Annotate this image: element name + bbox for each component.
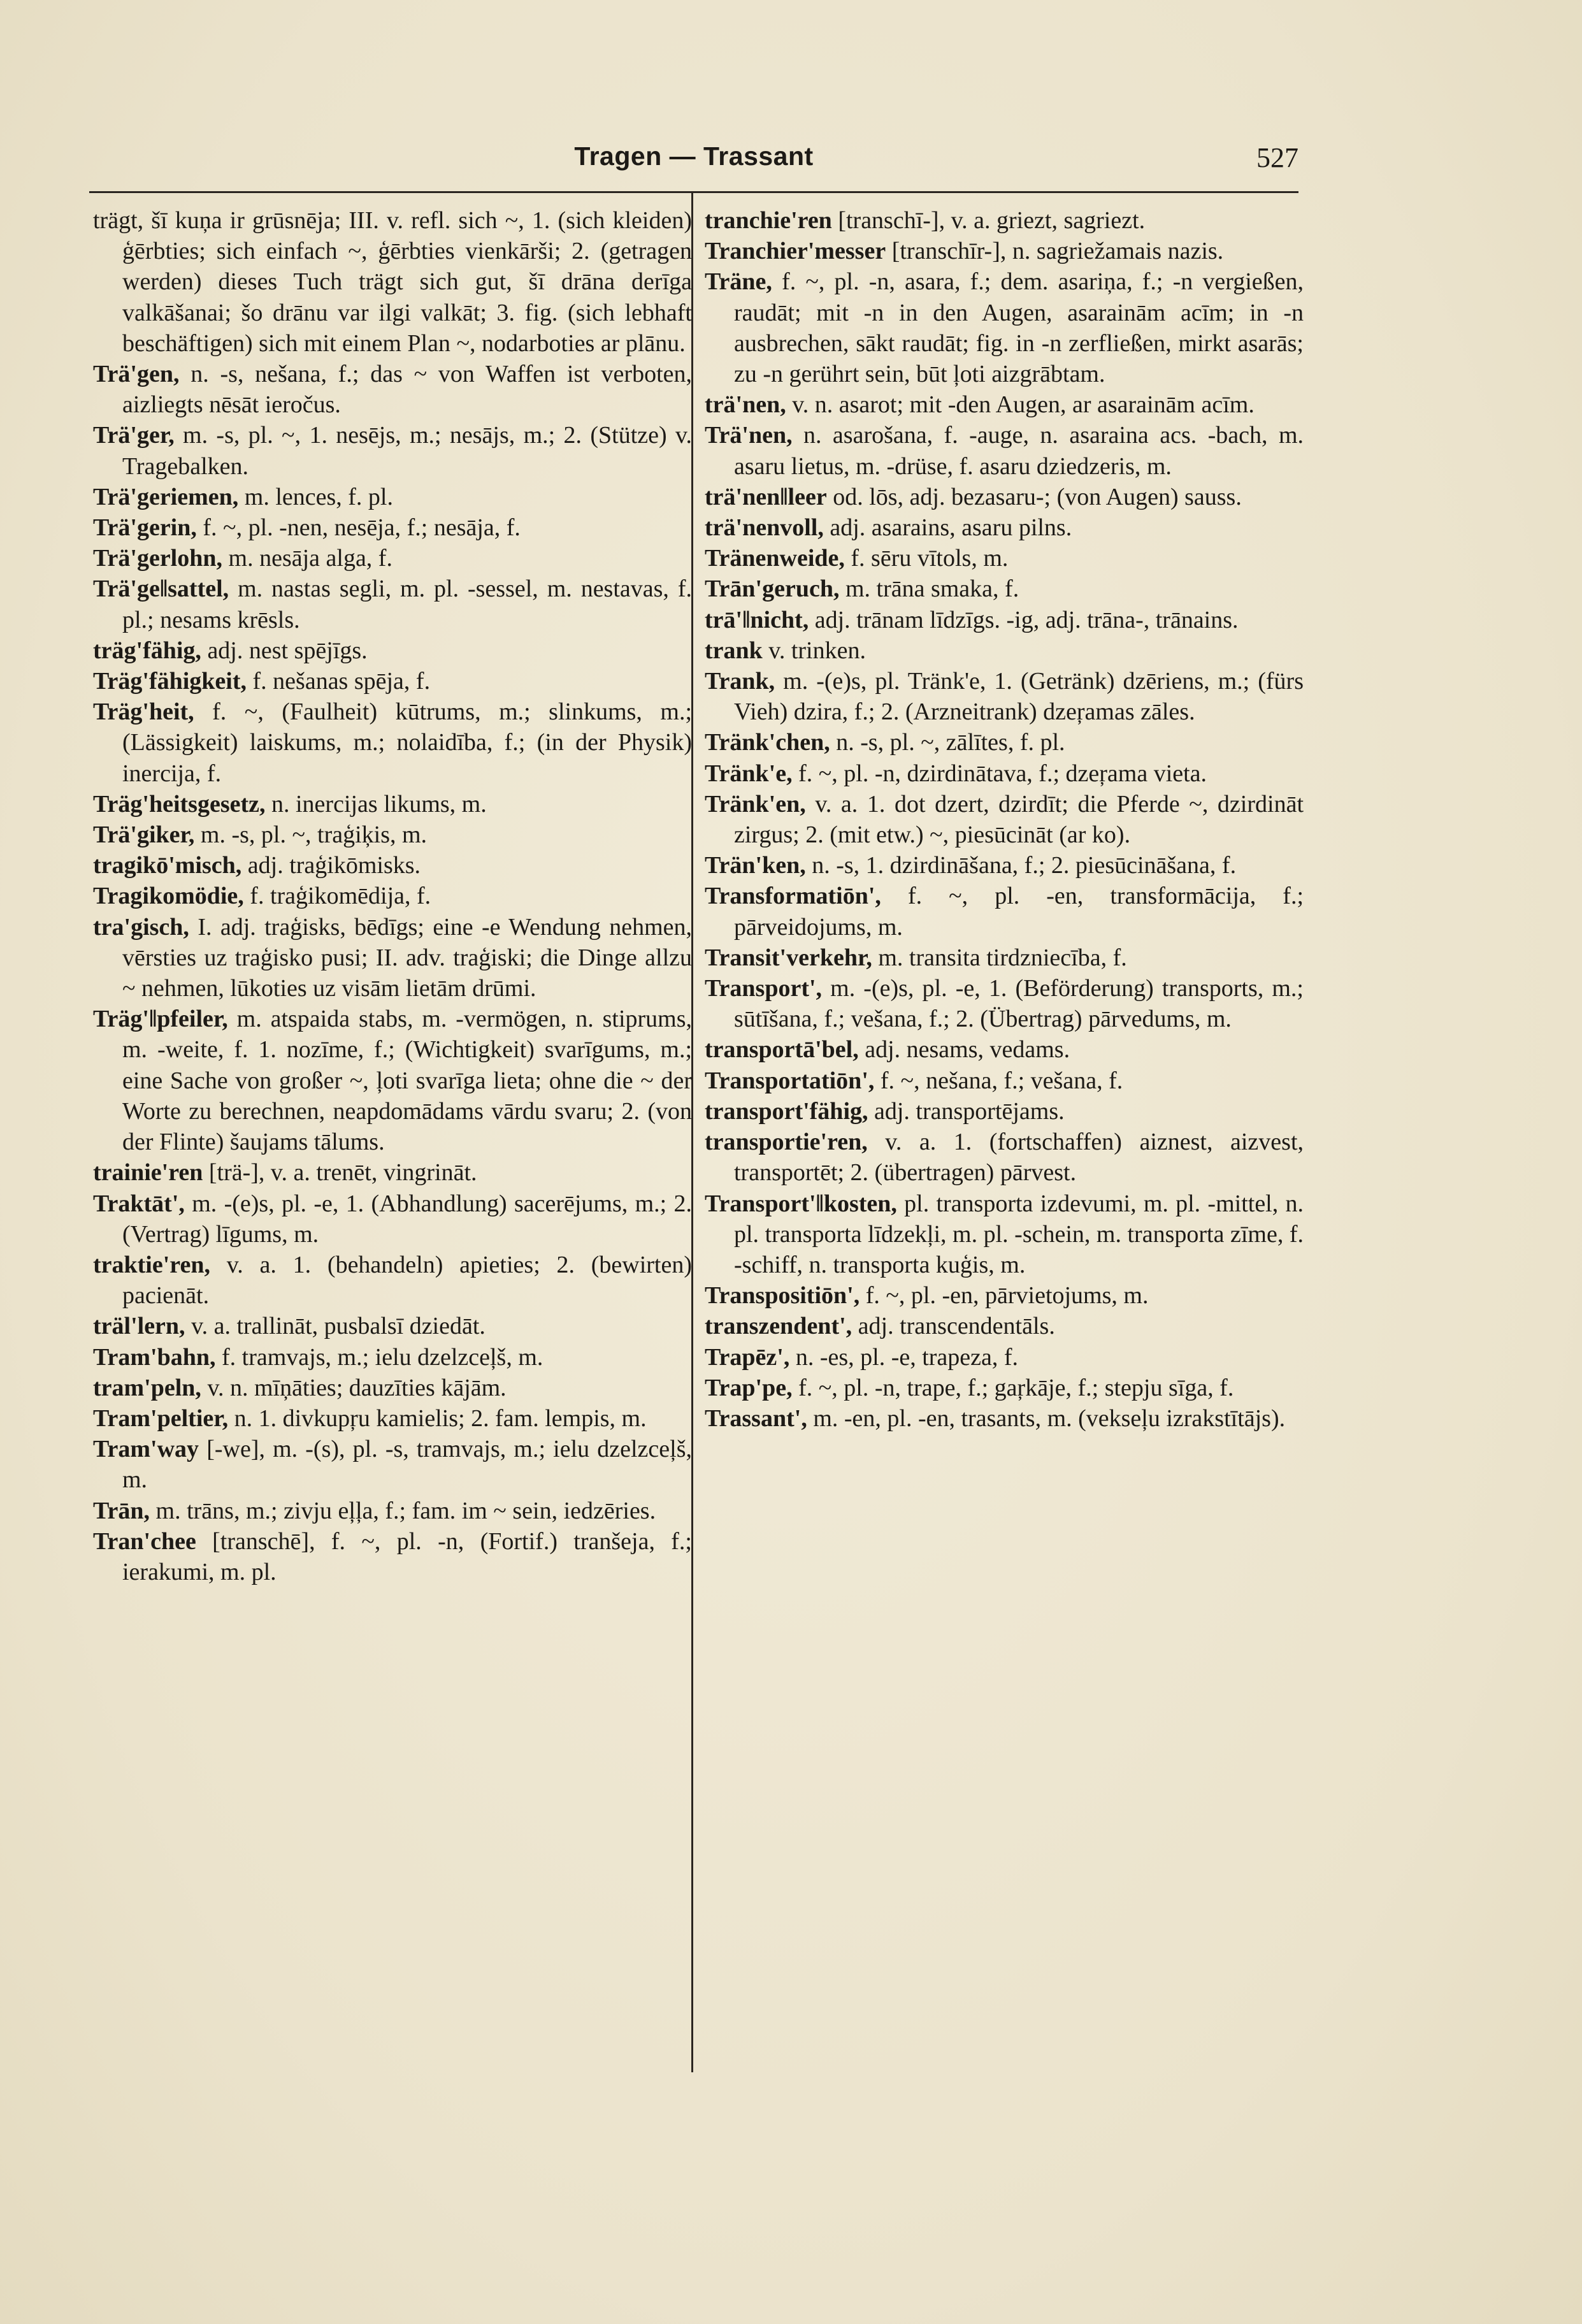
entry-definition: m. trāna smaka, f. (845, 575, 1019, 603)
entry-definition: trägt, šī kuņa ir grūsnēja; III. v. refl. sich ~, 1. (sich kleiden) ģērbties; sich einfach ~, ģērbties vienkārši; 2. (getragen werden) dieses Tuch trägt sich gut, šī drāna derīga valkāšanai; šo drānu var ilgi valkāt; 3. fig. (sich lebhaft beschäftigen) sich mit einem Plan ~, nodarboties ar plānu. (93, 207, 692, 357)
dictionary-entry (705, 881, 1304, 942)
entry-headword: transportā'bel, (705, 1036, 859, 1064)
entry-definition: m. nesāja alga, f. (228, 545, 392, 572)
dictionary-entry (705, 1342, 1304, 1373)
dictionary-entry (93, 1496, 692, 1526)
dictionary-entry (93, 512, 692, 543)
entry-definition: m. -(e)s, pl. -e, 1. (Beförderung) transports, m.; sūtīšana, f.; vešana, f.; 2. (Übertrag) pārvedums, m. (734, 975, 1304, 1033)
dictionary-entry (705, 789, 1304, 850)
page-header (89, 141, 1298, 180)
dictionary-entry (93, 1188, 692, 1250)
dictionary-entry (93, 359, 692, 420)
entry-definition: adj. nest spējīgs. (207, 637, 368, 664)
dictionary-entry (93, 819, 692, 850)
dictionary-entry (705, 236, 1304, 266)
entry-headword: Trä'gen, (93, 361, 180, 388)
entry-definition: f. traģikomēdija, f. (250, 883, 431, 910)
page-number: 527 (1256, 142, 1298, 173)
entry-definition: [transchē], f. ~, pl. -n, (Fortif.) tranšeja, f.; ierakumi, m. pl. (122, 1527, 692, 1585)
dictionary-entry (93, 1250, 692, 1311)
dictionary-entry (705, 1280, 1304, 1311)
entry-headword: trainie'ren (93, 1159, 203, 1187)
entry-headword: trā'‖nicht, (705, 606, 809, 633)
dictionary-entry (705, 850, 1304, 881)
entry-definition: adj. asarains, asaru pilns. (830, 514, 1072, 542)
dictionary-entry (93, 1157, 692, 1188)
entry-headword: Träg'heit, (93, 698, 194, 726)
entry-definition: [-we], m. -(s), pl. -s, tramvajs, m.; ielu dzelzceļš, m. (122, 1436, 692, 1494)
dictionary-entry (705, 482, 1304, 512)
entry-definition: v. n. asarot; mit -den Augen, ar asarainām acīm. (792, 391, 1255, 419)
entry-definition: v. a. 1. (fortschaffen) aiznest, aizvest, transportēt; 2. (übertragen) pārvest. (734, 1129, 1304, 1187)
entry-headword: Tram'way (93, 1436, 199, 1463)
entry-headword: Trank, (705, 668, 775, 695)
entry-definition: n. -s, 1. dzirdināšana, f.; 2. piesūcināšana, f. (812, 852, 1237, 879)
entry-headword: Transport', (705, 975, 823, 1002)
entry-headword: Trān'geruch, (705, 575, 840, 603)
entry-headword: Träg'heitsgesetz, (93, 790, 266, 818)
entry-headword: transportie'ren, (705, 1129, 868, 1156)
dictionary-entry (705, 420, 1304, 481)
dictionary-entry (93, 1311, 692, 1341)
dictionary-entry (705, 635, 1304, 666)
entry-headword: Tranchier'messer (705, 238, 886, 265)
entry-definition: f. sēru vītols, m. (851, 545, 1009, 572)
dictionary-entry (93, 1434, 692, 1495)
entry-headword: Traktāt', (93, 1190, 185, 1217)
dictionary-entry (705, 1373, 1304, 1403)
entry-headword: transzendent', (705, 1313, 852, 1340)
entry-definition: [transchīr-], n. sagriežamais nazis. (891, 238, 1224, 265)
entry-headword: Trap'pe, (705, 1374, 793, 1401)
entry-headword: Transit'verkehr, (705, 944, 872, 971)
entry-headword: tragikō'misch, (93, 852, 242, 879)
entry-headword: Träg'‖pfeiler, (93, 1006, 228, 1033)
dictionary-entry (705, 543, 1304, 574)
entry-headword: Transpositiōn', (705, 1282, 860, 1310)
entry-definition: v. a. trallināt, pusbalsī dziedāt. (191, 1313, 485, 1340)
entry-headword: trank (705, 637, 763, 664)
entry-definition: m. -s, pl. ~, 1. nesējs, m.; nesājs, m.; 2. (Stütze) v. Tragebalken. (122, 422, 692, 480)
dictionary-entry (705, 605, 1304, 635)
dictionary-entry (93, 666, 692, 696)
entry-definition: f. tramvajs, m.; ielu dzelzceļš, m. (222, 1343, 543, 1371)
entry-definition: n. 1. divkupŗu kamielis; 2. fam. lempis, m. (234, 1404, 647, 1432)
entry-definition: v. n. mīņāties; dauzīties kājām. (207, 1374, 507, 1401)
entry-definition: f. ~, (Faulheit) kūtrums, m.; slinkums, m.; (Lässigkeit) laiskums, m.; nolaidība, f.; (in der Physik) inercija, f. (122, 698, 692, 787)
entry-definition: m. trāns, m.; zivju eļļa, f.; fam. im ~ sein, iedzēries. (155, 1497, 656, 1524)
dictionary-entry (705, 973, 1304, 1034)
entry-definition: n. -s, nešana, f.; das ~ von Waffen ist verboten, aizliegts nēsāt ieročus. (122, 361, 692, 419)
entry-headword: tram'peln, (93, 1374, 201, 1401)
entry-definition: adj. transportējams. (874, 1097, 1065, 1125)
entry-definition: v. a. 1. dot dzert, dzirdīt; die Pferde ~, dzirdināt zirgus; 2. (mit etw.) ~, piesūcināt (ar ko). (734, 790, 1304, 849)
dictionary-entry (93, 850, 692, 881)
entry-headword: Tränk'en, (705, 790, 806, 818)
dictionary-entry (93, 1373, 692, 1403)
entry-headword: Trä'gerin, (93, 514, 197, 542)
entry-definition: adj. traģikōmisks. (247, 852, 421, 879)
dictionary-entry (705, 205, 1304, 236)
entry-definition: m. nastas segli, m. pl. -sessel, m. nestavas, f. pl.; nesams krēsls. (122, 575, 692, 633)
dictionary-entry (93, 205, 692, 359)
entry-definition: n. asarošana, f. -auge, n. asaraina acs. -bach, m. asaru lietus, m. -drüse, f. asaru dziedzeris, m. (734, 422, 1304, 480)
entry-definition: m. -en, pl. -en, trasants, m. (vekseļu izrakstītājs). (813, 1404, 1286, 1432)
entry-headword: trä'nen‖leer (705, 483, 827, 510)
entry-headword: Transport'‖kosten, (705, 1190, 897, 1217)
dictionary-entry (93, 1342, 692, 1373)
dictionary-entry (93, 420, 692, 481)
entry-definition: n. -es, pl. -e, trapeza, f. (795, 1343, 1019, 1371)
dictionary-entry (705, 389, 1304, 420)
entry-headword: Trä'ger, (93, 422, 175, 449)
entry-headword: Trä'ge‖sattel, (93, 575, 229, 603)
dictionary-entry (705, 1188, 1304, 1281)
entry-headword: Träne, (705, 268, 772, 296)
dictionary-entry (93, 789, 692, 819)
entry-headword: Trassant', (705, 1404, 807, 1432)
dictionary-entry (705, 1065, 1304, 1096)
running-title: Tragen — Trassant (574, 141, 814, 171)
entry-definition: f. ~, pl. -en, transformācija, f.; pārveidojums, m. (734, 883, 1304, 941)
entry-definition: [trä-], v. a. trenēt, vingrināt. (208, 1159, 477, 1187)
entry-headword: trä'nen, (705, 391, 786, 419)
entry-headword: Träg'fähigkeit, (93, 668, 247, 695)
entry-definition: [transchī-], v. a. griezt, sagriezt. (838, 207, 1146, 234)
entry-definition: adj. nesams, vedams. (865, 1036, 1070, 1064)
entry-headword: träl'lern, (93, 1313, 185, 1340)
entry-headword: Tram'bahn, (93, 1343, 216, 1371)
dictionary-entry (705, 574, 1304, 604)
dictionary-entry (93, 1004, 692, 1157)
entry-headword: Trä'geriemen, (93, 483, 239, 510)
entry-definition: m. -(e)s, pl. Tränk'e, 1. (Getränk) dzēriens, m.; (fürs Vieh) dzira, f.; 2. (Arzneitrank) dzeŗamas zāles. (734, 668, 1304, 726)
entry-headword: Trān, (93, 1497, 150, 1524)
dictionary-entry (705, 666, 1304, 727)
dictionary-entry (93, 482, 692, 512)
entry-headword: Transportatiōn', (705, 1067, 875, 1094)
entry-headword: Tragikomödie, (93, 883, 244, 910)
entry-definition: adj. transcendentāls. (858, 1313, 1055, 1340)
dictionary-entry (705, 758, 1304, 789)
entry-headword: Transformatiōn', (705, 883, 881, 910)
dictionary-entry (93, 635, 692, 666)
entry-headword: trä'nenvoll, (705, 514, 824, 542)
dictionary-entry (93, 696, 692, 789)
entry-definition: m. -s, pl. ~, traģiķis, m. (200, 821, 428, 849)
dictionary-entry (705, 1096, 1304, 1127)
entry-definition: f. ~, pl. -n, dzirdinātava, f.; dzeŗama vieta. (798, 760, 1207, 787)
dictionary-entry (705, 266, 1304, 389)
entry-headword: transport'fähig, (705, 1097, 868, 1125)
right-column (705, 205, 1304, 2276)
entry-definition: I. adj. traģisks, bēdīgs; eine -e Wendung nehmen, vērsties uz traģisko pusi; II. adv. traģiski; die Dinge allzu ~ nehmen, lūkoties uz visām lietām drūmi. (122, 913, 692, 1002)
entry-definition: v. trinken. (768, 637, 866, 664)
entry-headword: Tränenweide, (705, 545, 845, 572)
dictionary-entry (705, 727, 1304, 758)
entry-definition: m. transita tirdzniecība, f. (878, 944, 1127, 971)
entry-headword: traktie'ren, (93, 1251, 210, 1278)
dictionary-entry (705, 1403, 1304, 1434)
entry-definition: adj. trānam līdzīgs. -ig, adj. trāna-, trānains. (814, 606, 1239, 633)
entry-headword: Tram'peltier, (93, 1404, 229, 1432)
entry-headword: träg'fähig, (93, 637, 201, 664)
dictionary-entry (705, 1127, 1304, 1188)
dictionary-entry (93, 1526, 692, 1587)
entry-headword: Tränk'e, (705, 760, 793, 787)
entry-definition: f. ~, pl. -n, asara, f.; dem. asariņa, f.; -n vergießen, raudāt; mit -n in den Augen, asarainām acīm; in -n ausbrechen, sākt raudāt; fig. in -n zerfließen, mirkt asarās; zu -n gerührt sein, būt ļoti aizgrābtam. (734, 268, 1304, 388)
entry-headword: Trä'nen, (705, 422, 793, 449)
entry-headword: tra'gisch, (93, 913, 189, 941)
entry-headword: Tran'chee (93, 1527, 196, 1555)
dictionary-entry (93, 1403, 692, 1434)
left-column (93, 205, 692, 2276)
dictionary-entry (93, 881, 692, 911)
entry-definition: n. inercijas likums, m. (271, 790, 487, 818)
entry-headword: tranchie'ren (705, 207, 832, 234)
dictionary-entry (705, 1034, 1304, 1065)
entry-definition: m. -(e)s, pl. -e, 1. (Abhandlung) sacerējums, m.; 2. (Vertrag) līgums, m. (122, 1190, 692, 1248)
entry-definition: od. lōs, adj. bezasaru-; (von Augen) sauss. (833, 483, 1242, 510)
entry-definition: f. ~, nešana, f.; vešana, f. (880, 1067, 1123, 1094)
entry-definition: n. -s, pl. ~, zālītes, f. pl. (836, 729, 1065, 756)
entry-definition: f. ~, pl. -nen, nesēja, f.; nesāja, f. (203, 514, 521, 542)
entry-definition: m. lences, f. pl. (244, 483, 393, 510)
entry-definition: v. a. 1. (behandeln) apieties; 2. (bewirten) pacienāt. (122, 1251, 692, 1310)
entry-definition: m. atspaida stabs, m. -vermögen, n. stiprums, m. -weite, f. 1. nozīme, f.; (Wichtigkeit) svarīgums, m.; eine Sache von großer ~, ļoti svarīga lieta; ohne die ~ der Worte zu berechnen, neapdomādams vārdu svaru; 2. (von der Flinte) šaujams tālums. (122, 1006, 692, 1156)
dictionary-entry (705, 942, 1304, 973)
entry-headword: Trapēz', (705, 1343, 790, 1371)
entry-headword: Tränk'chen, (705, 729, 830, 756)
entry-definition: f. ~, pl. -en, pārvietojums, m. (865, 1282, 1149, 1310)
dictionary-entry (93, 543, 692, 574)
entry-headword: Trä'gerlohn, (93, 545, 223, 572)
dictionary-entry (705, 1311, 1304, 1341)
entry-headword: Trä'giker, (93, 821, 195, 849)
dictionary-entry (93, 574, 692, 635)
entry-headword: Trän'ken, (705, 852, 806, 879)
dictionary-entry (93, 912, 692, 1004)
entry-definition: pl. transporta izdevumi, m. pl. -mittel, n. pl. transporta līdzekļi, m. pl. -schein, m. transporta zīme, f. -schiff, n. transporta kuģis, m. (734, 1190, 1304, 1278)
entry-definition: f. ~, pl. -n, trape, f.; gaŗkāje, f.; stepju sīga, f. (798, 1374, 1234, 1401)
dictionary-entry (705, 512, 1304, 543)
header-rule (89, 191, 1298, 193)
entry-definition: f. nešanas spēja, f. (252, 668, 431, 695)
